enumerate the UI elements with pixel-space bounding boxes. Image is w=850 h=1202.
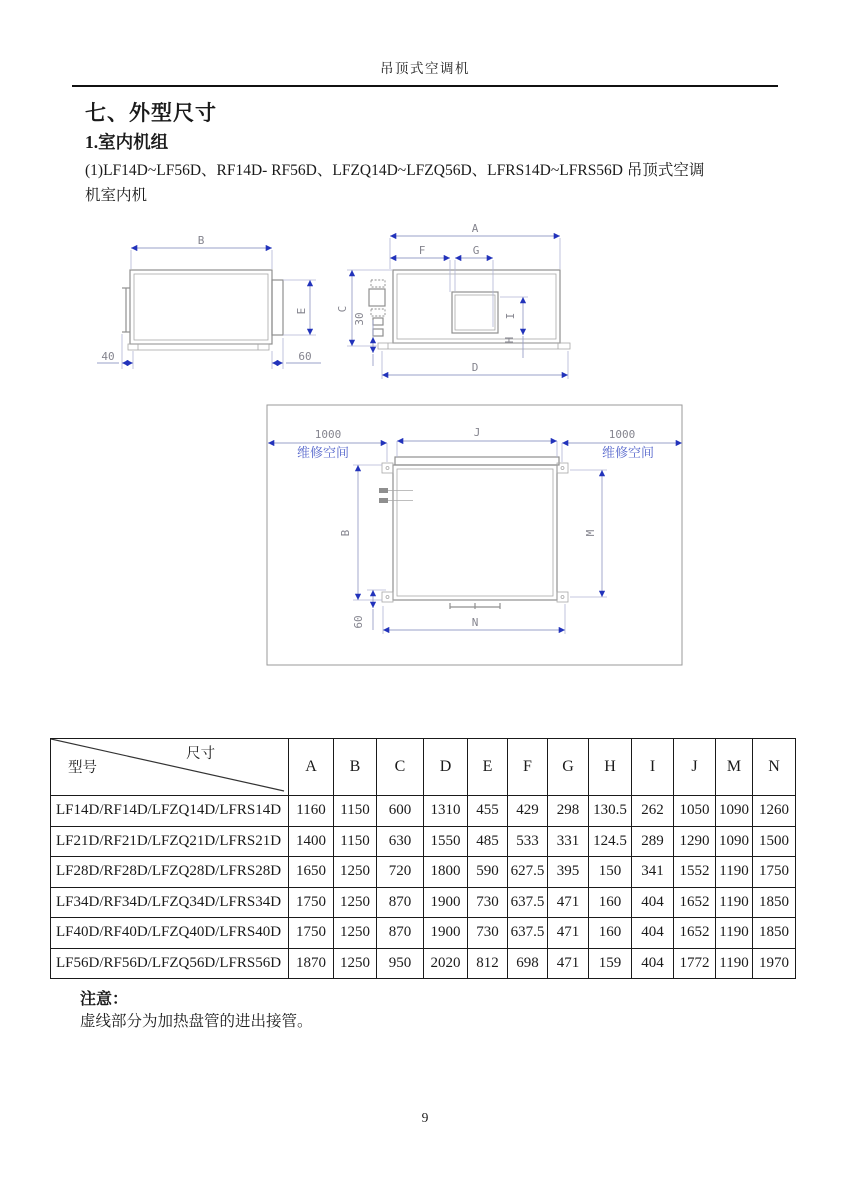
service-space-label-left: 维修空间 bbox=[296, 445, 350, 460]
value-cell: 1190 bbox=[716, 887, 753, 918]
value-cell: 1800 bbox=[424, 857, 468, 888]
corner-model-label: 型号 bbox=[68, 760, 97, 776]
intro-line-1: (1)LF14D~LF56D、RF14D- RF56D、LFZQ14D~LFZQ56D、LFRS14D~LFRS56D 吊顶式空调 bbox=[85, 162, 705, 179]
running-header: 吊顶式空调机 bbox=[380, 61, 470, 76]
table-row bbox=[51, 857, 796, 888]
value-cell: 1260 bbox=[753, 796, 796, 827]
value-cell: 471 bbox=[548, 887, 589, 918]
value-cell: 870 bbox=[377, 887, 424, 918]
value-cell: 1772 bbox=[674, 948, 716, 979]
value-cell: 471 bbox=[548, 948, 589, 979]
figure-front-view-drawing bbox=[95, 205, 595, 400]
value-cell: 1970 bbox=[753, 948, 796, 979]
value-cell: 160 bbox=[589, 887, 632, 918]
subsection-title: 1.室内机组 bbox=[85, 132, 169, 152]
value-cell: 637.5 bbox=[508, 887, 548, 918]
side-view-dimensions bbox=[97, 234, 321, 369]
table-row bbox=[51, 796, 796, 827]
value-cell: 262 bbox=[632, 796, 674, 827]
column-header-B: B bbox=[334, 739, 377, 796]
value-cell: 1160 bbox=[289, 796, 334, 827]
value-cell: 1090 bbox=[716, 826, 753, 857]
model-cell: LF21D/RF21D/LFZQ21D/LFRS21D bbox=[51, 826, 289, 857]
value-cell: 1400 bbox=[289, 826, 334, 857]
value-cell: 698 bbox=[508, 948, 548, 979]
value-cell: 1750 bbox=[289, 918, 334, 949]
value-cell: 870 bbox=[377, 918, 424, 949]
service-space-label-right: 维修空间 bbox=[601, 445, 655, 460]
value-cell: 298 bbox=[548, 796, 589, 827]
value-cell: 1750 bbox=[753, 857, 796, 888]
dim-label-G: G bbox=[472, 244, 480, 257]
page-number: 9 bbox=[421, 1110, 429, 1125]
column-header-C: C bbox=[377, 739, 424, 796]
value-cell: 1850 bbox=[753, 918, 796, 949]
value-cell: 159 bbox=[589, 948, 632, 979]
value-cell: 341 bbox=[632, 857, 674, 888]
value-cell: 331 bbox=[548, 826, 589, 857]
value-cell: 1650 bbox=[289, 857, 334, 888]
value-cell: 1050 bbox=[674, 796, 716, 827]
value-cell: 730 bbox=[468, 887, 508, 918]
value-cell: 627.5 bbox=[508, 857, 548, 888]
value-cell: 730 bbox=[468, 918, 508, 949]
model-cell: LF34D/RF34D/LFZQ34D/LFRS34D bbox=[51, 887, 289, 918]
measure-1000-left: 1000 bbox=[314, 428, 342, 441]
measure-40: 40 bbox=[101, 350, 115, 363]
corner-dimension-label: 尺寸 bbox=[186, 746, 216, 762]
dim-label-J: J bbox=[473, 426, 481, 439]
value-cell: 404 bbox=[632, 887, 674, 918]
value-cell: 1750 bbox=[289, 887, 334, 918]
value-cell: 485 bbox=[468, 826, 508, 857]
intro-paragraph bbox=[85, 158, 785, 208]
value-cell: 1250 bbox=[334, 887, 377, 918]
dimension-table bbox=[50, 738, 796, 979]
value-cell: 1150 bbox=[334, 796, 377, 827]
value-cell: 1290 bbox=[674, 826, 716, 857]
header-rule bbox=[72, 85, 778, 87]
dim-label-I: I bbox=[504, 312, 517, 320]
value-cell: 395 bbox=[548, 857, 589, 888]
value-cell: 1652 bbox=[674, 887, 716, 918]
value-cell: 404 bbox=[632, 918, 674, 949]
plan-view-unit-outline bbox=[379, 457, 568, 609]
table-row bbox=[51, 918, 796, 949]
model-cell: LF40D/RF40D/LFZQ40D/LFRS40D bbox=[51, 918, 289, 949]
value-cell: 471 bbox=[548, 918, 589, 949]
value-cell: 950 bbox=[377, 948, 424, 979]
dim-label-B2: B bbox=[339, 529, 352, 537]
column-header-G: G bbox=[548, 739, 589, 796]
column-header-E: E bbox=[468, 739, 508, 796]
table-body bbox=[51, 796, 796, 979]
value-cell: 720 bbox=[377, 857, 424, 888]
value-cell: 1870 bbox=[289, 948, 334, 979]
table-header-row bbox=[51, 739, 796, 796]
table-row bbox=[51, 948, 796, 979]
value-cell: 455 bbox=[468, 796, 508, 827]
model-cell: LF56D/RF56D/LFZQ56D/LFRS56D bbox=[51, 948, 289, 979]
value-cell: 1900 bbox=[424, 887, 468, 918]
value-cell: 1250 bbox=[334, 948, 377, 979]
value-cell: 2020 bbox=[424, 948, 468, 979]
column-header-F: F bbox=[508, 739, 548, 796]
value-cell: 590 bbox=[468, 857, 508, 888]
value-cell: 429 bbox=[508, 796, 548, 827]
value-cell: 1500 bbox=[753, 826, 796, 857]
note-title: 注意： bbox=[80, 991, 129, 1008]
value-cell: 1652 bbox=[674, 918, 716, 949]
measure-30: 30 bbox=[353, 312, 366, 326]
value-cell: 150 bbox=[589, 857, 632, 888]
dim-label-N: N bbox=[471, 616, 479, 629]
side-view-unit-outline bbox=[122, 270, 283, 350]
dim-label-D: D bbox=[471, 361, 479, 374]
value-cell: 1310 bbox=[424, 796, 468, 827]
table-row bbox=[51, 887, 796, 918]
model-cell: LF14D/RF14D/LFZQ14D/LFRS14D bbox=[51, 796, 289, 827]
value-cell: 630 bbox=[377, 826, 424, 857]
value-cell: 130.5 bbox=[589, 796, 632, 827]
value-cell: 637.5 bbox=[508, 918, 548, 949]
value-cell: 533 bbox=[508, 826, 548, 857]
value-cell: 1250 bbox=[334, 857, 377, 888]
column-header-M: M bbox=[716, 739, 753, 796]
dim-label-C: C bbox=[336, 305, 349, 313]
dim-label-A: A bbox=[471, 222, 479, 235]
value-cell: 1850 bbox=[753, 887, 796, 918]
value-cell: 1090 bbox=[716, 796, 753, 827]
value-cell: 1550 bbox=[424, 826, 468, 857]
measure-60: 60 bbox=[298, 350, 312, 363]
value-cell: 812 bbox=[468, 948, 508, 979]
dim-label-E: E bbox=[295, 307, 308, 315]
measure-60-bottom: 60 bbox=[352, 615, 365, 629]
table-row bbox=[51, 826, 796, 857]
column-header-I: I bbox=[632, 739, 674, 796]
measure-1000-right: 1000 bbox=[608, 428, 636, 441]
front-view-unit-outline bbox=[369, 270, 570, 349]
section-title: 七、外型尺寸 bbox=[85, 101, 217, 125]
value-cell: 1190 bbox=[716, 918, 753, 949]
column-header-H: H bbox=[589, 739, 632, 796]
column-header-D: D bbox=[424, 739, 468, 796]
column-header-A: A bbox=[289, 739, 334, 796]
value-cell: 1190 bbox=[716, 857, 753, 888]
dim-label-B: B bbox=[197, 234, 205, 247]
value-cell: 600 bbox=[377, 796, 424, 827]
corner-header-cell bbox=[51, 739, 289, 796]
model-cell: LF28D/RF28D/LFZQ28D/LFRS28D bbox=[51, 857, 289, 888]
value-cell: 124.5 bbox=[589, 826, 632, 857]
value-cell: 1552 bbox=[674, 857, 716, 888]
column-header-N: N bbox=[753, 739, 796, 796]
value-cell: 1190 bbox=[716, 948, 753, 979]
value-cell: 289 bbox=[632, 826, 674, 857]
value-cell: 404 bbox=[632, 948, 674, 979]
value-cell: 160 bbox=[589, 918, 632, 949]
value-cell: 1150 bbox=[334, 826, 377, 857]
figure-plan-view-drawing bbox=[265, 400, 685, 670]
intro-line-2: 机室内机 bbox=[85, 187, 148, 204]
dim-label-H: H bbox=[503, 336, 516, 344]
value-cell: 1900 bbox=[424, 918, 468, 949]
dim-label-M: M bbox=[584, 529, 597, 537]
dim-label-F: F bbox=[418, 244, 426, 257]
column-header-J: J bbox=[674, 739, 716, 796]
note-body: 虚线部分为加热盘管的进出接管。 bbox=[80, 1013, 313, 1030]
value-cell: 1250 bbox=[334, 918, 377, 949]
